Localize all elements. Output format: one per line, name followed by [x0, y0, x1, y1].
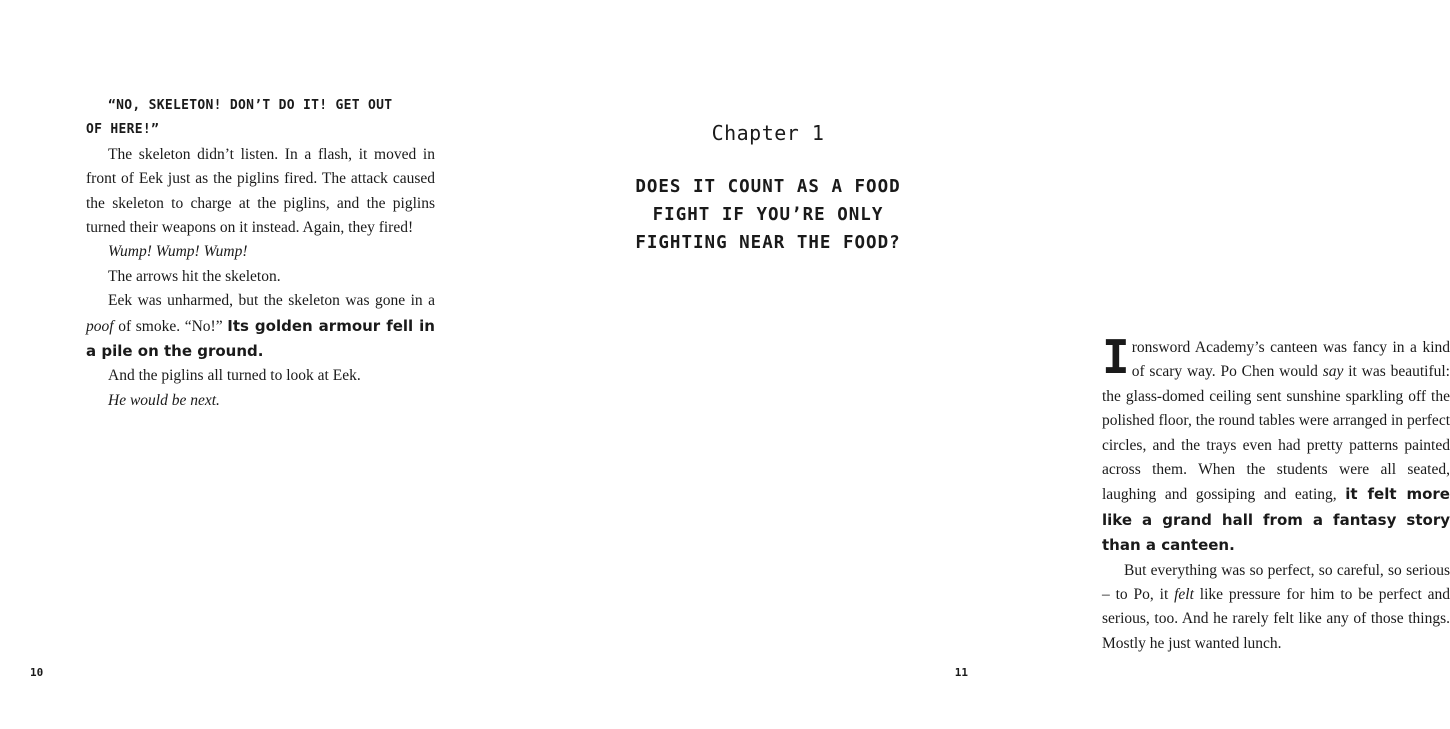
- left-page: [0, 0, 512, 729]
- text-span: But everything was so perfect, so careful, so serious – to Po, it: [1102, 561, 1450, 604]
- page-number-left: 10: [30, 666, 44, 679]
- paragraph-skeleton-moved: The skeleton didn’t listen. In a flash, it moved in front of Eek just as the piglins fired. The attack caused the skeleton to charge at the piglins, and the piglins turned their weapons on it instead. Again, they fired!: [86, 145, 435, 237]
- say-word: say: [1322, 363, 1344, 381]
- paragraph-unharmed: [86, 289, 435, 364]
- left-text-column: [86, 94, 435, 413]
- wump-sound: Wump! Wump! Wump!: [108, 243, 248, 261]
- poof-word: poof: [86, 317, 114, 335]
- bold-grand-hall-sentence: it felt more like a grand hall from a fantasy story than a canteen.: [1102, 485, 1450, 555]
- paragraph-arrows: The arrows hit the skeleton.: [108, 267, 281, 285]
- chapter-title-line-2: FIGHT IF YOU’RE ONLY: [652, 205, 884, 225]
- text-span: ronsword Academy’s canteen was fancy in a kind of scary way. Po Chen would: [1131, 339, 1450, 381]
- he-would-be-next: He would be next.: [108, 391, 220, 409]
- text-span: it was beautiful: the glass-domed ceiling sent sunshine sparkling off the polished floor, the round tables were arranged in perfect circles, and the trays even had pretty patterns painted across them. When the students were all seated, laughing and gossiping and eating,: [1102, 363, 1450, 504]
- paragraph-piglins-turned: And the piglins all turned to look at Eek.: [108, 367, 361, 385]
- shout-line-2: OF HERE!”: [86, 122, 160, 138]
- bold-armour-sentence: Its golden armour fell in a pile on the ground.: [86, 316, 435, 361]
- paragraph-perfect: [1102, 559, 1450, 657]
- chapter-title: [512, 173, 1024, 257]
- chapter-title-line-1: DOES IT COUNT AS A FOOD: [635, 177, 901, 197]
- paragraph-next: [86, 389, 435, 413]
- paragraph-wump: [86, 240, 435, 264]
- paragraph-canteen: [1102, 330, 1450, 559]
- right-text-column: [1102, 330, 1450, 656]
- page-number-right: 11: [954, 666, 968, 679]
- text-span: like pressure for him to be perfect and serious, too. And he rarely felt like any of those things. Mostly he just wanted lunch.: [1102, 586, 1450, 652]
- shout-line-1: “NO, SKELETON! DON’T DO IT! GET OUT: [108, 98, 393, 113]
- chapter-title-line-3: FIGHTING NEAR THE FOOD?: [635, 233, 901, 253]
- text-span: of smoke. “No!”: [113, 317, 228, 335]
- felt-word: felt: [1174, 586, 1194, 604]
- drop-cap: I: [1102, 330, 1130, 384]
- text-span: Eek was unharmed, but the skeleton was gone in a: [108, 292, 435, 310]
- chapter-number: Chapter 1: [711, 121, 825, 145]
- right-page: [512, 0, 1450, 729]
